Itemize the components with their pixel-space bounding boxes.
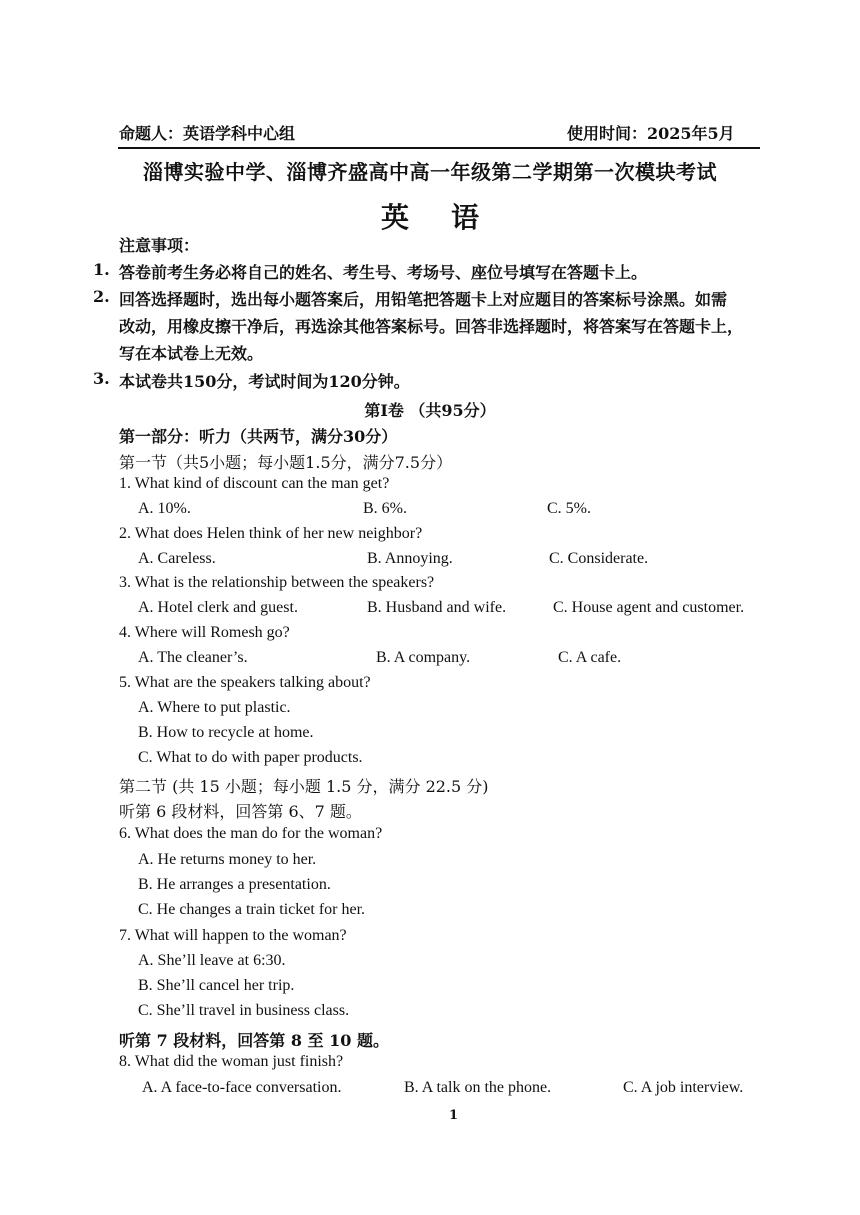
page-number: 1 <box>449 1108 459 1123</box>
section-heading: 第二节 (共 15 小题；每小题 1.5 分，满分 22.5 分) <box>119 777 489 796</box>
passage-instruction: 听第 6 段材料，回答第 6、7 题。 <box>119 802 362 821</box>
question-stem: 8. What did the woman just finish? <box>119 1053 344 1070</box>
option-b: B. 6%. <box>363 500 407 517</box>
note-number: 2. <box>93 287 110 306</box>
notes-heading: 注意事项： <box>119 236 200 255</box>
option-b: B. He arranges a presentation. <box>138 876 331 893</box>
section-heading: 第一节（共5小题；每小题1.5分，满分7.5分） <box>119 453 453 472</box>
option-b: B. She’ll cancel her trip. <box>138 977 295 994</box>
option-a: A. The cleaner’s. <box>138 649 248 666</box>
subject-title: 英语 <box>380 201 521 234</box>
note-line: 本试卷共150分，考试时间为120分钟。 <box>119 372 410 391</box>
option-c: C. 5%. <box>547 500 591 517</box>
option-a: A. A face-to-face conversation. <box>142 1079 342 1096</box>
note-line: 改动，用橡皮擦干净后，再选涂其他答案标号。回答非选择题时，将答案写在答题卡上， <box>119 317 744 336</box>
option-a: A. She’ll leave at 6:30. <box>138 952 286 969</box>
question-stem: 6. What does the man do for the woman? <box>119 825 383 842</box>
option-b: B. A talk on the phone. <box>404 1079 552 1096</box>
part-heading: 第一部分：听力（共两节，满分30分） <box>119 427 398 446</box>
option-a: A. 10%. <box>138 500 191 517</box>
option-c: C. A cafe. <box>558 649 622 666</box>
option-c: C. House agent and customer. <box>553 599 745 616</box>
option-b: B. How to recycle at home. <box>138 724 314 741</box>
option-b: B. Husband and wife. <box>367 599 507 616</box>
question-stem: 5. What are the speakers talking about? <box>119 674 371 691</box>
author-line: 命题人：英语学科中心组 <box>119 124 296 143</box>
passage-instruction: 听第 7 段材料，回答第 8 至 10 题。 <box>119 1031 389 1050</box>
option-a: A. Where to put plastic. <box>138 699 291 716</box>
header-rule <box>118 147 760 149</box>
question-stem: 7. What will happen to the woman? <box>119 927 347 944</box>
question-stem: 1. What kind of discount can the man get? <box>119 475 390 492</box>
note-line: 写在本试卷上无效。 <box>119 344 264 363</box>
option-c: C. A job interview. <box>623 1079 744 1096</box>
note-number: 1. <box>93 260 110 279</box>
note-number: 3. <box>93 369 110 388</box>
option-a: A. Hotel clerk and guest. <box>138 599 298 616</box>
question-stem: 4. Where will Romesh go? <box>119 624 290 641</box>
date-line: 使用时间：2025年5月 <box>567 124 735 143</box>
option-c: C. She’ll travel in business class. <box>138 1002 350 1019</box>
option-c: C. Considerate. <box>549 550 649 567</box>
question-stem: 3. What is the relationship between the speakers? <box>119 574 435 591</box>
option-c: C. What to do with paper products. <box>138 749 363 766</box>
option-b: B. A company. <box>376 649 471 666</box>
note-line: 回答选择题时，选出每小题答案后，用铅笔把答题卡上对应题目的答案标号涂黑。如需 <box>119 290 728 309</box>
note-line: 答卷前考生务必将自己的姓名、考生号、考场号、座位号填写在答题卡上。 <box>119 263 648 282</box>
volume-heading: 第I卷 （共95分） <box>364 401 496 420</box>
option-a: A. He returns money to her. <box>138 851 317 868</box>
option-a: A. Careless. <box>138 550 216 567</box>
exam-title: 淄博实验中学、淄博齐盛高中高一年级第二学期第一次模块考试 <box>143 160 717 184</box>
question-stem: 2. What does Helen think of her new neighbor? <box>119 525 423 542</box>
option-c: C. He changes a train ticket for her. <box>138 901 366 918</box>
option-b: B. Annoying. <box>367 550 453 567</box>
